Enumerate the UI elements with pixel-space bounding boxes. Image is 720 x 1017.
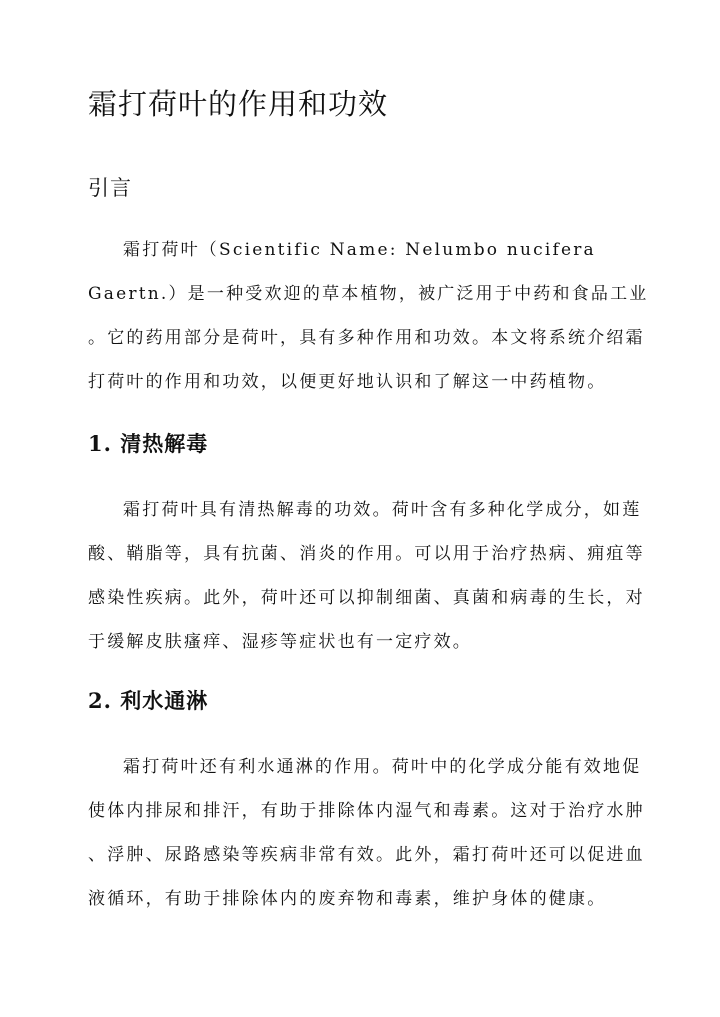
paragraph-line: 霜打荷叶还有利水通淋的作用。荷叶中的化学成分能有效地促 xyxy=(123,757,642,777)
paragraph-line: 打荷叶的作用和功效，以便更好地认识和了解这一中药植物。 xyxy=(88,372,607,392)
paragraph-line: 霜打荷叶具有清热解毒的功效。荷叶含有多种化学成分，如莲 xyxy=(123,500,642,520)
paragraph-line: 使体内排尿和排汗，有助于排除体内湿气和毒素。这对于治疗水肿 xyxy=(88,801,645,821)
paragraph-line: 酸、鞘脂等，具有抗菌、消炎的作用。可以用于治疗热病、痈疽等 xyxy=(88,544,645,564)
paragraph-line: 于缓解皮肤瘙痒、湿疹等症状也有一定疗效。 xyxy=(88,632,472,652)
paragraph-detox xyxy=(88,488,645,664)
section-heading-diuretic: 2. 利水通淋 xyxy=(88,688,209,713)
paragraph-line: Gaertn.）是一种受欢迎的草本植物，被广泛用于中药和食品工业 xyxy=(88,284,649,304)
paragraph-line: 感染性疾病。此外，荷叶还可以抑制细菌、真菌和病毒的生长，对 xyxy=(88,588,645,608)
paragraph-intro xyxy=(88,228,649,404)
document-title: 霜打荷叶的作用和功效 xyxy=(88,87,389,121)
section-heading-intro: 引言 xyxy=(88,176,132,200)
paragraph-line: 、浮肿、尿路感染等疾病非常有效。此外，霜打荷叶还可以促进血 xyxy=(88,845,645,865)
section-heading-detox: 1. 清热解毒 xyxy=(88,431,209,456)
paragraph-line: 液循环，有助于排除体内的废弃物和毒素，维护身体的健康。 xyxy=(88,889,607,909)
paragraph-diuretic xyxy=(88,745,645,921)
paragraph-line: 。它的药用部分是荷叶，具有多种作用和功效。本文将系统介绍霜 xyxy=(88,328,645,348)
paragraph-line: 霜打荷叶（Scientific Name: Nelumbo nucifera xyxy=(123,240,596,260)
